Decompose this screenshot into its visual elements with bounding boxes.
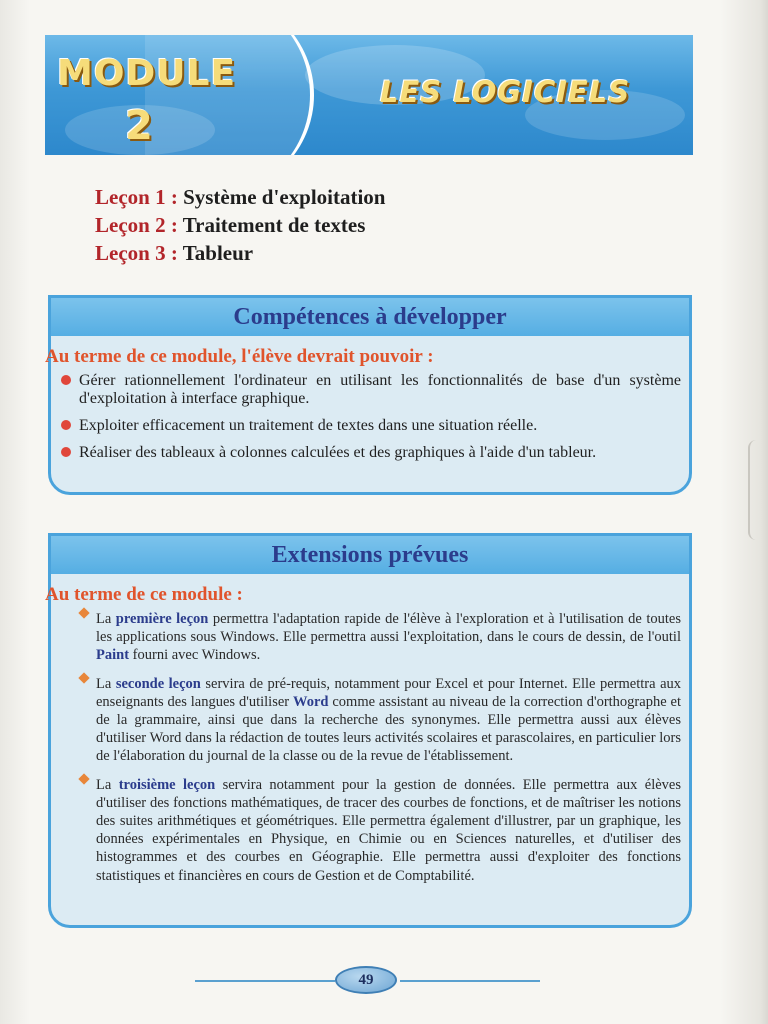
bullet-dot-icon	[61, 420, 71, 430]
footer-divider	[195, 980, 335, 982]
list-item	[79, 417, 681, 435]
list-item	[96, 610, 681, 665]
lesson-title: Tableur	[182, 241, 254, 265]
extension-prefix: La	[96, 611, 116, 627]
module-label: MODULE	[57, 53, 237, 94]
module-title: LES LOGICIELS	[380, 75, 631, 109]
lesson-title: Traitement de textes	[182, 213, 366, 237]
bullet-dot-icon	[61, 447, 71, 457]
competences-heading: Compétences à développer	[51, 298, 689, 336]
page-edge	[748, 440, 762, 540]
lesson-list	[95, 183, 386, 267]
extensions-intro: Au terme de ce module :	[45, 584, 243, 605]
extensions-heading: Extensions prévues	[51, 536, 689, 574]
lesson-item	[95, 183, 386, 211]
extension-text: servira de pré-requis, notamment pour Excel et pour Internet. Elle permettra aux enseignants des langues d'utiliser	[96, 675, 682, 710]
bullet-diamond-icon	[78, 672, 89, 683]
page-number: 49	[335, 966, 397, 994]
extension-lesson-name: troisième leçon	[118, 776, 216, 793]
extension-text: fourni avec Windows.	[129, 647, 261, 664]
competence-text: Réaliser des tableaux à colonnes calculées et des graphiques à l'aide d'un tableur.	[79, 444, 597, 461]
lesson-label: Leçon 1 :	[95, 185, 178, 209]
footer-divider	[400, 980, 540, 982]
lesson-item	[95, 239, 386, 267]
extension-text: permettra l'adaptation rapide de l'élève à l'exploration et à l'utilisation de toutes les applications sous Windows. Elle permettra aussi l'exploitation, dans le cours de dessin, de l'outil	[96, 611, 682, 646]
list-item	[96, 675, 681, 766]
extensions-panel	[45, 533, 692, 928]
list-item	[79, 372, 681, 408]
lesson-label: Leçon 2 :	[95, 213, 178, 237]
bullet-dot-icon	[61, 375, 71, 385]
extension-highlight: Word	[293, 693, 329, 710]
extension-lesson-name: seconde leçon	[115, 675, 201, 692]
extension-highlight: Paint	[96, 647, 130, 664]
lesson-label: Leçon 3 :	[95, 241, 178, 265]
lesson-title: Système d'exploitation	[183, 185, 386, 209]
list-item	[96, 776, 681, 885]
module-banner	[45, 35, 693, 155]
module-number: 2	[125, 103, 153, 149]
extension-lesson-name: première leçon	[115, 611, 209, 627]
extensions-list	[51, 610, 689, 885]
extension-text: servira notamment pour la gestion de données. Elle permettra aux élèves d'utiliser des fonctions mathématiques, de tracer des courbes de fonctions, et de maîtriser les notions des suites arithmétiques et géométriques. Elle permettra également d'illustrer, par un graphique, les données expérimentales en Physique, en Chimie ou en Sciences naturelles, et d'utiliser des histogrammes et des courbes en Géographie. Elle permettra aussi d'exploiter des fonctions statistiques et financières en cours de Gestion et de Comptabilité.	[96, 776, 681, 884]
extension-text: comme assistant au niveau de la correction d'orthographe et de la grammaire, ainsi que dans la recherche des synonymes. Elle permettra aussi aux élèves d'utiliser Word dans la rédaction de toutes leurs activités scolaires et parascolaires, en particulier lors de l'élaboration du journal de la classe ou de la revue de l'établissement.	[96, 693, 681, 765]
bullet-diamond-icon	[78, 773, 89, 784]
lesson-item	[95, 211, 386, 239]
extension-prefix: La	[96, 675, 116, 692]
competence-text: Gérer rationnellement l'ordinateur en utilisant les fonctionnalités de base d'un système d'exploitation à interface graphique.	[79, 372, 681, 407]
competences-intro: Au terme de ce module, l'élève devrait pouvoir :	[45, 346, 434, 367]
competence-text: Exploiter efficacement un traitement de textes dans une situation réelle.	[79, 417, 538, 434]
competences-list	[51, 372, 689, 462]
competences-panel	[45, 295, 692, 495]
extension-prefix: La	[96, 776, 119, 793]
bullet-diamond-icon	[78, 607, 89, 618]
list-item	[79, 444, 681, 462]
